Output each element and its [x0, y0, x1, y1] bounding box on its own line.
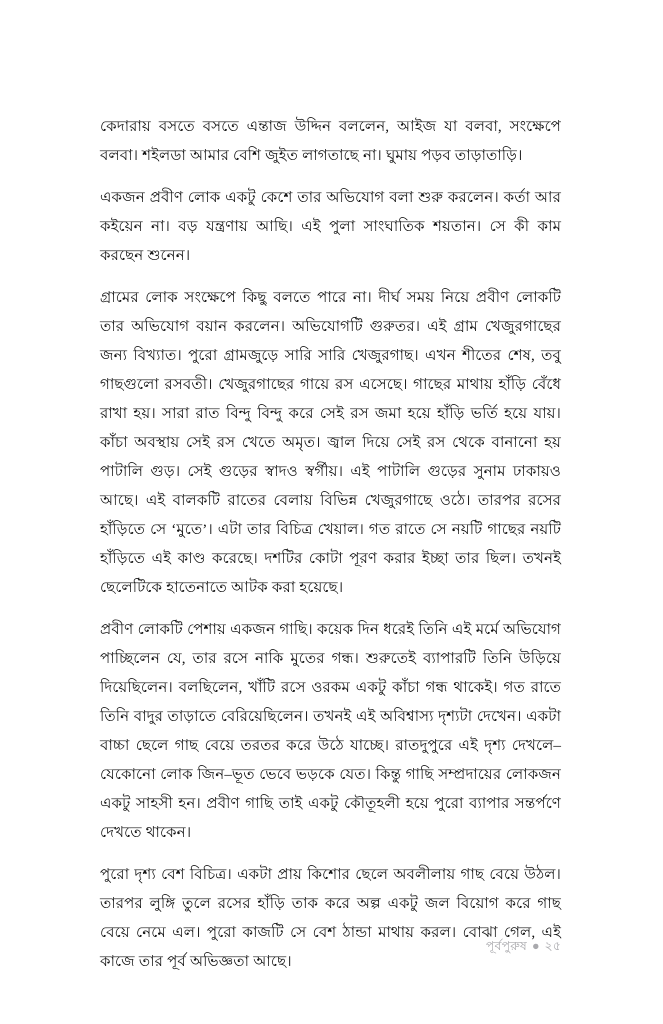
- footer-book-title: পূর্বপুরুষ: [485, 939, 527, 953]
- paragraph: পুরো দৃশ্য বেশ বিচিত্র। একটা প্রায় কিশোর ছেলে অবলীলায় গাছ বেয়ে উঠল। তারপর লুঙ্গি তুলে রসের হাঁড়ি তাক করে অল্প একটু জল বিয়োগ করে গাছ বেয়ে নেমে এল। পুরো কাজটি সে বেশ ঠান্ডা মাথায় করল। বোঝা গেল, এই কাজে তার পূর্ব অভিজ্ঞতা আছে।: [100, 866, 561, 970]
- page-text-block: [100, 112, 561, 976]
- footer-separator-dot-icon: ●: [531, 939, 540, 953]
- paragraph: একজন প্রবীণ লোক একটু কেশে তার অভিযোগ বলা শুরু করলেন। কর্তা আর কইয়েন না। বড় যন্ত্রণায় আছি। এই পুলা সাংঘাতিক শয়তান। সে কী কাম করছেন শুনেন।: [100, 189, 561, 264]
- paragraph: কেদারায় বসতে বসতে এন্তাজ উদ্দিন বললেন, আইজ যা বলবা, সংক্ষেপে বলবা। শইলডা আমার বেশি জুইত লাগতাছে না। ঘুমায় পড়ব তাড়াতাড়ি।: [100, 118, 561, 164]
- paragraph: গ্রামের লোক সংক্ষেপে কিছু বলতে পারে না। দীর্ঘ সময় নিয়ে প্রবীণ লোকটি তার অভিযোগ বয়ান করলেন। অভিযোগটি গুরুতর। এই গ্রাম খেজুরগাছের জন্য বিখ্যাত। পুরো গ্রামজুড়ে সারি সারি খেজুরগাছ। এখন শীতের শেষ, তবু গাছগুলো রসবতী। খেজুরগাছের গায়ে রস এসেছে। গাছের মাথায় হাঁড়ি বেঁধে রাখা হয়। সারা রাত বিন্দু বিন্দু করে সেই রস জমা হয়ে হাঁড়ি ভর্তি হয়ে যায়। কাঁচা অবস্থায় সেই রস খেতে অমৃত। জ্বাল দিয়ে সেই রস থেকে বানানো হয় পাটালি গুড়। সেই গুড়ের স্বাদও স্বর্গীয়। এই পাটালি গুড়ের সুনাম ঢাকায়ও আছে। এই বালকটি রাতের বেলায় বিভিন্ন খেজুরগাছে ওঠে। তারপর রসের হাঁড়িতে সে ‘মুতে’। এটা তার বিচিত্র খেয়াল। গত রাতে সে নয়টি গাছের নয়টি হাঁড়িতে এই কাণ্ড করেছে। দশটির কোটা পূরণ করার ইচ্ছা তার ছিল। তখনই ছেলেটিকে হাতেনাতে আটক করা হয়েছে।: [100, 289, 561, 596]
- paragraph: প্রবীণ লোকটি পেশায় একজন গাছি। কয়েক দিন ধরেই তিনি এই মর্মে অভিযোগ পাচ্ছিলেন যে, তার রসে নাকি মুতের গন্ধ। শুরুতেই ব্যাপারটি তিনি উড়িয়ে দিয়েছিলেন। বলছিলেন, খাঁটি রসে ওরকম একটু কাঁচা গন্ধ থাকেই। গত রাতে তিনি বাদুর তাড়াতে বেরিয়েছিলেন। তখনই এই অবিশ্বাস্য দৃশ্যটা দেখেন। একটা বাচ্চা ছেলে গাছ বেয়ে তরতর করে উঠে যাচ্ছে। রাতদুপুরে এই দৃশ্য দেখলে–যেকোনো লোক জিন–ভূত ভেবে ভড়কে যেত। কিন্তু গাছি সম্প্রদায়ের লোকজন একটু সাহসী হন। প্রবীণ গাছি তাই একটু কৌতূহলী হয়ে পুরো ব্যাপার সন্তর্পণে দেখতে থাকেন।: [100, 621, 561, 841]
- page-footer: [100, 938, 561, 954]
- footer-page-number: ২৫: [544, 939, 561, 953]
